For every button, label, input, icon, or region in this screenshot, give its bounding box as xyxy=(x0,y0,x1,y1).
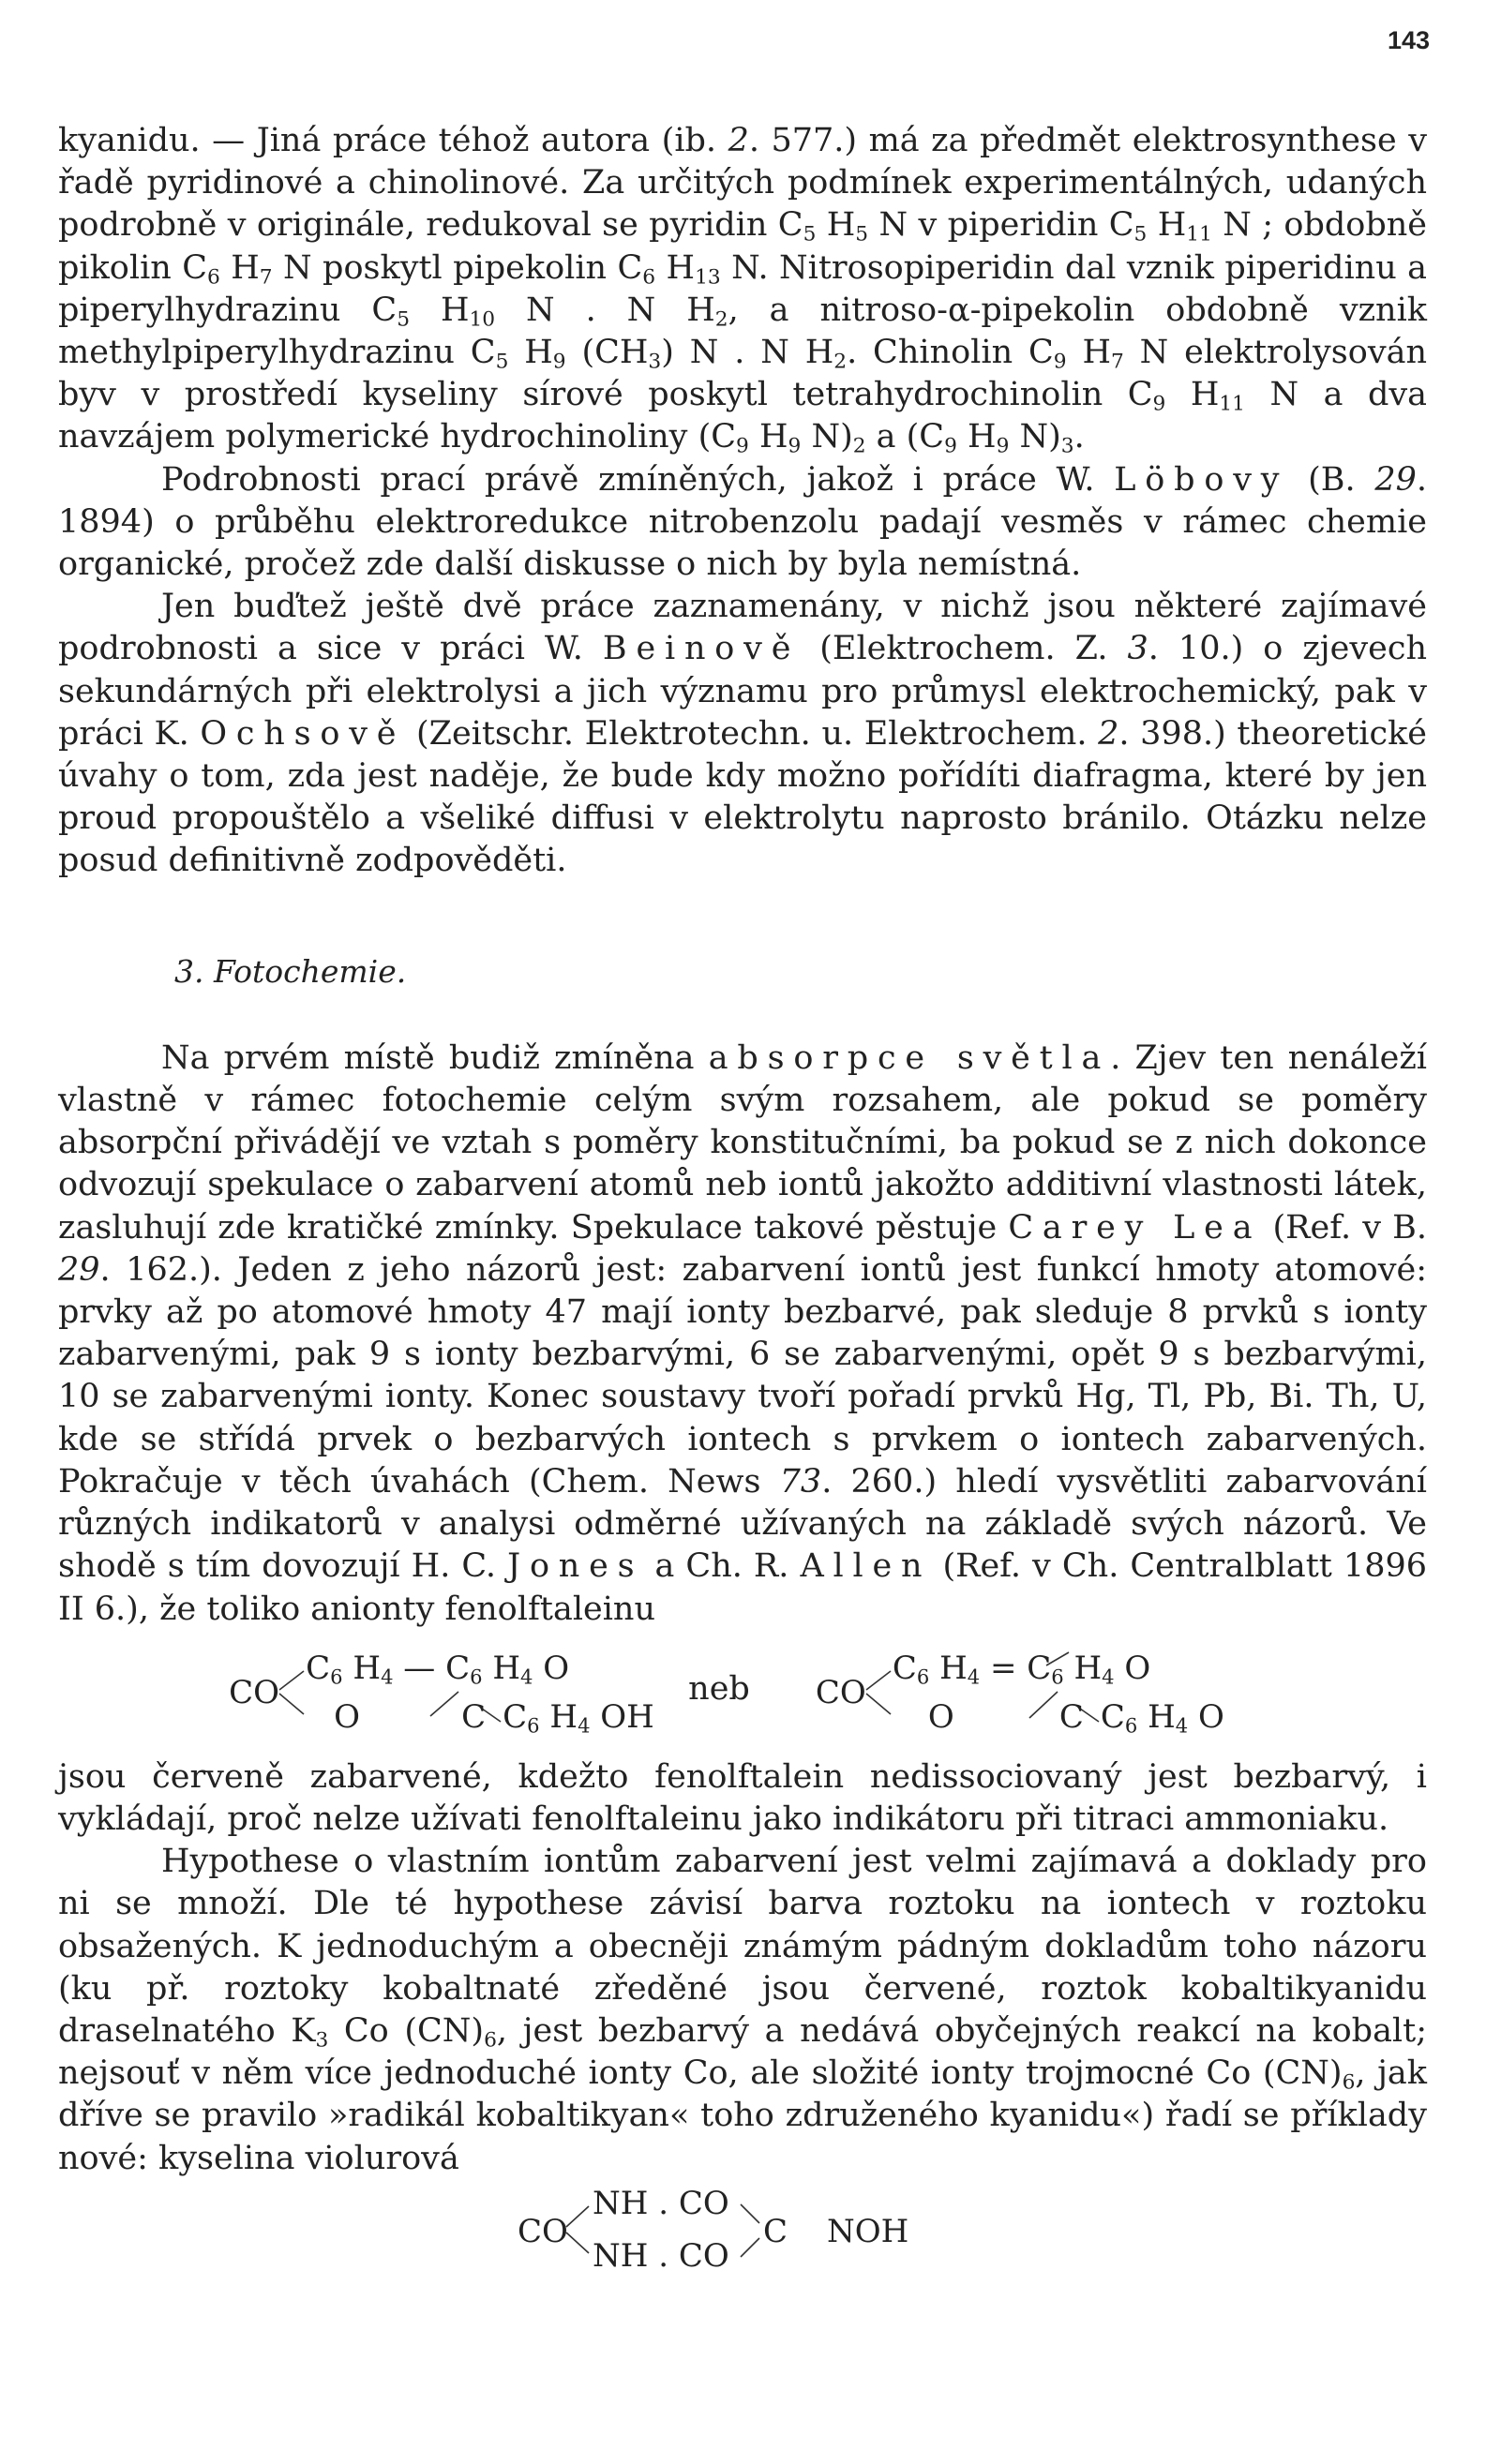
page-number: 143 xyxy=(1387,26,1430,54)
section-heading: 3. Fotochemie. xyxy=(174,952,407,990)
formula-row xyxy=(58,1635,1427,1745)
emphasis-term: absorpce světla xyxy=(708,1038,1111,1077)
author-name: Allen xyxy=(800,1547,932,1586)
paragraph-2: Podrobnosti prací právě zmíněných, jakož i práce W. Löbovy (B. 29. 1894) o průběhu elektroredukce nitrobenzolu padají vesměs v rámec chemie organické, pročež zde další diskusse o nich by byla nemístná. xyxy=(58,460,1427,584)
author-name: Jones xyxy=(507,1547,644,1586)
author-name: Löbovy xyxy=(1114,460,1289,499)
paragraph-4: Na prvém místě budiž zmíněna absorpce světla. Zjev ten nenáleží vlastně v rámec fotochemie celým svým rozsahem, ale pokud se poměry absorpční přivádějí ve vztah s poměry konstitučními, ba pokud se z nich dokonce odvozují spekulace o zabarvení atomů neb iontů jakožto additivní vlastnosti látek, zasluhují zde kratičké zmínky. Spekulace takové pěstuje Carey Lea (Ref. v B. 29. 162.). Jeden z jeho názorů jest: zabarvení iontů jest funkcí hmoty atomové: prvky až po atomové hmoty 47 mají ionty bezbarvé, pak sleduje 8 prvků s ionty zabarvenými, pak 9 s ionty bezbarvými, 6 se zabarvenými, opět 9 s bezbarvými, 10 se zabarvenými ionty. Konec soustavy tvoří pořadí prvků Hg, Tl, Pb, Bi. Th, U, kde se střídá prvek o bezbarvých iontech s prvkem o iontech zabarvených. Pokračuje v těch úvahách (Chem. News 73. 260.) hledí vysvětliti zabarvování různých indikatorů v analysi odměrné užívaných na základě svých názorů. Ve shodě s tím dovozují H. C. Jones a Ch. R. Allen (Ref. v Ch. Centralblatt 1896 II 6.), že toliko anionty fenolftaleinu xyxy=(58,1038,1428,1628)
paragraph-5: jsou červeně zabarvené, kdežto fenolftalein nedissociovaný jest bezbarvý, i vykládají, proč nelze užívati fenolftaleinu jako indikátoru při titraci ammoniaku. xyxy=(58,1757,1427,1838)
paragraph-1: kyanidu. — Jiná práce téhož autora (ib. 2. 577.) má za předmět elektrosynthese v řadě pyridinové a chinolinové. Za určitých podmínek experimentálných, udaných podrobně v originále, redukoval se pyridin $C_5$ $H_5$ N v piperidin $C_5$ $H_{11}$ N ; obdobně pikolin $C_6$ $H_7$ N poskytl pipekolin $C_6$ $H_{13}$ N. Nitrosopiperidin dal vznik piperidinu a piperylhydrazinu $C_5$ $H_{10}$ N . N $H_2$, a nitroso-α-pipekolin obdobně vznik methylpiperylhydrazinu $C_5$ $H_9$ $(CH_3)$ N . N $H_2$. Chinolin $C_9$ $H_7$ N elektrolysován byv v prostředí kyseliny sírové poskytl tetrahydrochinolin $C_9$ $H_{11}$ N a dva navzájem polymerické hydrochinoliny ($C_9$ $H_9$ $N)_2$ a ($C_9$ $H_9$ $N)_3$. xyxy=(58,122,1428,458)
formula-phenolphthalein-anion-2: CO $C_6$ $H_4 = C_6$ $H_4$ O O C $C_6$ $H_4$ O xyxy=(816,1643,1256,1737)
paragraph-6: Hypothese o vlastním iontům zabarvení jest velmi zajímavá a doklady pro ni se množí. Dle té hypothese závisí barva roztoku na iontech v roztoku obsažených. K jednoduchým a obecněji známým pádným dokladům toho názoru (ku př. roztoky kobaltnaté zředěné jsou červené, roztok kobaltikyanidu draselnatého $K_3$ Co $(CN)_6$, jest bezbarvý a nedává obyčejných reakcí na kobalt; nejsouť v něm více jednoduché ionty Co, ale složité ionty trojmocné Co $(CN)_6$, jak dříve se pravilo »radikál kobaltikyan« toho združeného kyanidu«) řadí se příklady nové: kyselina violurová xyxy=(58,1843,1427,2177)
page-body xyxy=(58,120,1427,2277)
author-name: Beinově xyxy=(602,630,801,668)
paragraph-3: Jen buďtež ještě dvě práce zaznamenány, v nichž jsou některé zajímavé podrobnosti a sice v práci W. Beinově (Elektrochem. Z. 3. 10.) o zjevech sekundárných při elektrolysi a jich významu pro průmysl elektrochemický, pak v práci K. Ochsově (Zeitschr. Elektrotechn. u. Elektrochem. 2. 398.) theoretické úvahy o tom, zda jest naděje, že bude kdy možno pořídíti diafragma, které by jen proud propouštělo a všeliké diffusi v elektrolytu naprosto bránilo. Otázku nelze posud definitivně zodpověděti. xyxy=(58,588,1428,880)
author-name: Carey Lea xyxy=(1008,1208,1262,1247)
formula-phenolphthalein-anion-1: CO $C_6$ $H_4$ — $C_6$ $H_4$ O O C $C_6$ $H_4$ OH xyxy=(229,1643,623,1737)
conjunction-neb: neb xyxy=(688,1670,750,1709)
author-name: Ochsově xyxy=(200,714,406,753)
formula-violuric-acid: CO NH . CO NH . CO C NOH xyxy=(518,2180,968,2277)
